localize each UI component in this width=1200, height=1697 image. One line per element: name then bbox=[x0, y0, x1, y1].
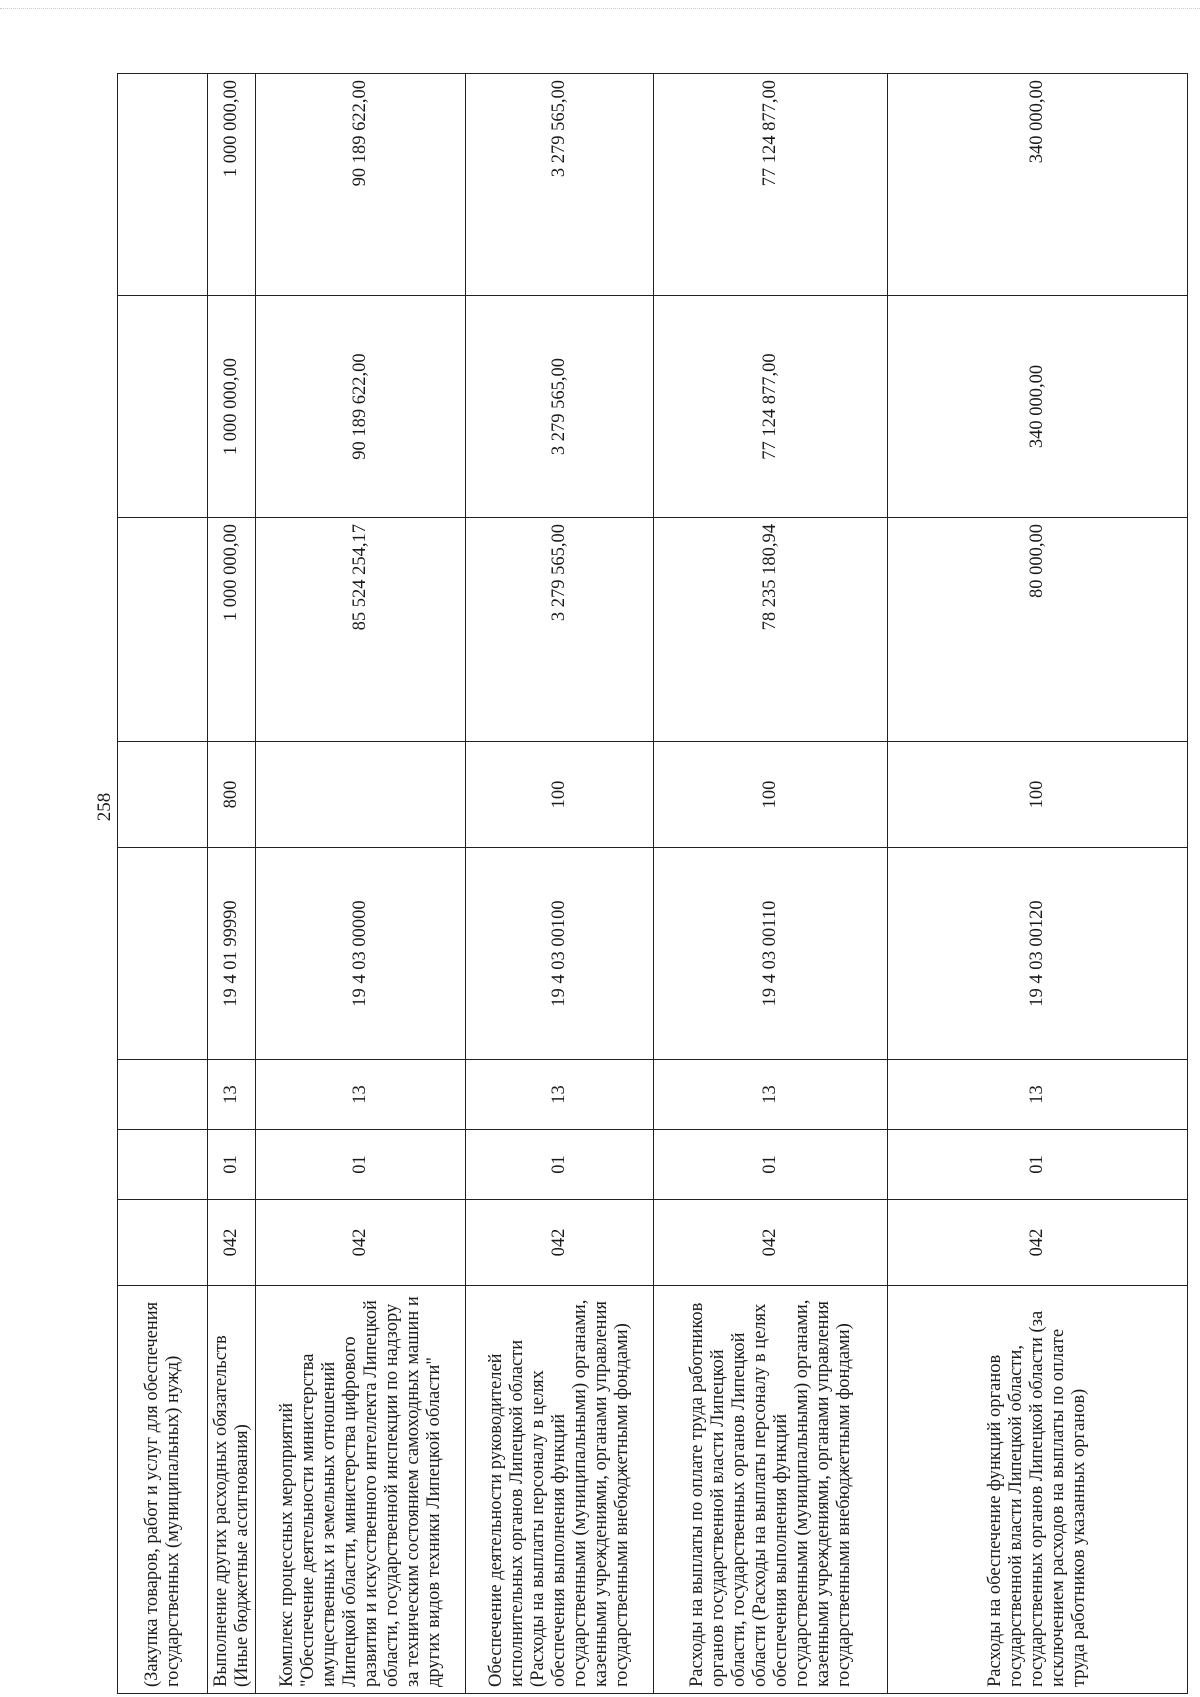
cell-section-code: 01 bbox=[466, 1130, 654, 1200]
cell-grbs-code bbox=[118, 1200, 208, 1286]
budget-table-frame bbox=[117, 74, 1187, 1694]
cell-amount-year-3: 3 279 565,00 bbox=[466, 74, 654, 296]
cell-description: Обеспечение деятельности руководителей исполнительных органов Липецкой области (Расходы на выплаты персоналу в целях обеспечения выполнения функций государственными (муниципальными) органами, казенными учреждениями, органами управления государственными внебюджетными фондами) bbox=[466, 1286, 654, 1694]
cell-amount-year-1 bbox=[118, 518, 208, 742]
table-row bbox=[118, 74, 208, 1694]
cell-grbs-code: 042 bbox=[256, 1200, 466, 1286]
cell-section-code: 01 bbox=[256, 1130, 466, 1200]
cell-subsection-code bbox=[118, 1060, 208, 1130]
cell-expense-type bbox=[256, 742, 466, 848]
cell-amount-year-2 bbox=[118, 296, 208, 518]
cell-amount-year-2: 3 279 565,00 bbox=[466, 296, 654, 518]
cell-amount-year-1: 1 000 000,00 bbox=[208, 518, 256, 742]
table-row bbox=[256, 74, 466, 1694]
cell-subsection-code: 13 bbox=[208, 1060, 256, 1130]
scan-edge-line bbox=[0, 8, 1200, 9]
cell-target-article: 19 4 03 00000 bbox=[256, 848, 466, 1060]
cell-section-code bbox=[118, 1130, 208, 1200]
table-row bbox=[208, 74, 256, 1694]
cell-section-code: 01 bbox=[888, 1130, 1188, 1200]
cell-amount-year-3: 90 189 622,00 bbox=[256, 74, 466, 296]
cell-target-article: 19 4 03 00110 bbox=[654, 848, 888, 1060]
page-number: 258 bbox=[94, 792, 115, 822]
cell-description: Расходы на обеспечение функций органов государственной власти Липецкой области, государственных органов Липецкой области (за исключением расходов на выплаты по оплате труда работников указанных органов) bbox=[888, 1286, 1188, 1694]
table-row bbox=[888, 74, 1188, 1694]
cell-amount-year-3 bbox=[118, 74, 208, 296]
cell-expense-type: 100 bbox=[888, 742, 1188, 848]
cell-subsection-code: 13 bbox=[654, 1060, 888, 1130]
cell-amount-year-1: 78 235 180,94 bbox=[654, 518, 888, 742]
cell-expense-type: 100 bbox=[466, 742, 654, 848]
cell-section-code: 01 bbox=[208, 1130, 256, 1200]
cell-expense-type: 100 bbox=[654, 742, 888, 848]
cell-subsection-code: 13 bbox=[466, 1060, 654, 1130]
cell-grbs-code: 042 bbox=[654, 1200, 888, 1286]
table-row bbox=[466, 74, 654, 1694]
cell-description: Комплекс процессных мероприятий "Обеспечение деятельности министерства имущественных и земельных отношений Липецкой области, министерства цифрового развития и искусственного интеллекта Липецкой области, государственной инспекции по надзору за техническим состоянием самоходных машин и других видов техники Липецкой области" bbox=[256, 1286, 466, 1694]
table-row bbox=[654, 74, 888, 1694]
cell-subsection-code: 13 bbox=[256, 1060, 466, 1130]
cell-amount-year-2: 77 124 877,00 bbox=[654, 296, 888, 518]
cell-amount-year-2: 1 000 000,00 bbox=[208, 296, 256, 518]
cell-expense-type: 800 bbox=[208, 742, 256, 848]
cell-target-article: 19 4 03 00100 bbox=[466, 848, 654, 1060]
cell-section-code: 01 bbox=[654, 1130, 888, 1200]
cell-amount-year-1: 85 524 254,17 bbox=[256, 518, 466, 742]
cell-amount-year-3: 340 000,00 bbox=[888, 74, 1188, 296]
cell-description: Выполнение других расходных обязательств (Иные бюджетные ассигнования) bbox=[208, 1286, 256, 1694]
cell-amount-year-1: 3 279 565,00 bbox=[466, 518, 654, 742]
cell-amount-year-2: 90 189 622,00 bbox=[256, 296, 466, 518]
cell-grbs-code: 042 bbox=[466, 1200, 654, 1286]
cell-grbs-code: 042 bbox=[888, 1200, 1188, 1286]
cell-description: Расходы на выплаты по оплате труда работников органов государственной власти Липецкой области, государственных органов Липецкой области (Расходы на выплаты персоналу в целях обеспечения выполнения функций государственными (муниципальными) органами, казенными учреждениями, органами управления государственными внебюджетными фондами) bbox=[654, 1286, 888, 1694]
cell-expense-type bbox=[118, 742, 208, 848]
cell-amount-year-2: 340 000,00 bbox=[888, 296, 1188, 518]
cell-description: (Закупка товаров, работ и услуг для обеспечения государственных (муниципальных) нужд) bbox=[118, 1286, 208, 1694]
cell-amount-year-3: 1 000 000,00 bbox=[208, 74, 256, 296]
cell-target-article: 19 4 03 00120 bbox=[888, 848, 1188, 1060]
budget-table-body bbox=[118, 74, 1188, 1694]
cell-target-article: 19 4 01 99990 bbox=[208, 848, 256, 1060]
cell-amount-year-1: 80 000,00 bbox=[888, 518, 1188, 742]
cell-grbs-code: 042 bbox=[208, 1200, 256, 1286]
cell-subsection-code: 13 bbox=[888, 1060, 1188, 1130]
budget-table bbox=[117, 73, 1188, 1694]
cell-target-article bbox=[118, 848, 208, 1060]
cell-amount-year-3: 77 124 877,00 bbox=[654, 74, 888, 296]
